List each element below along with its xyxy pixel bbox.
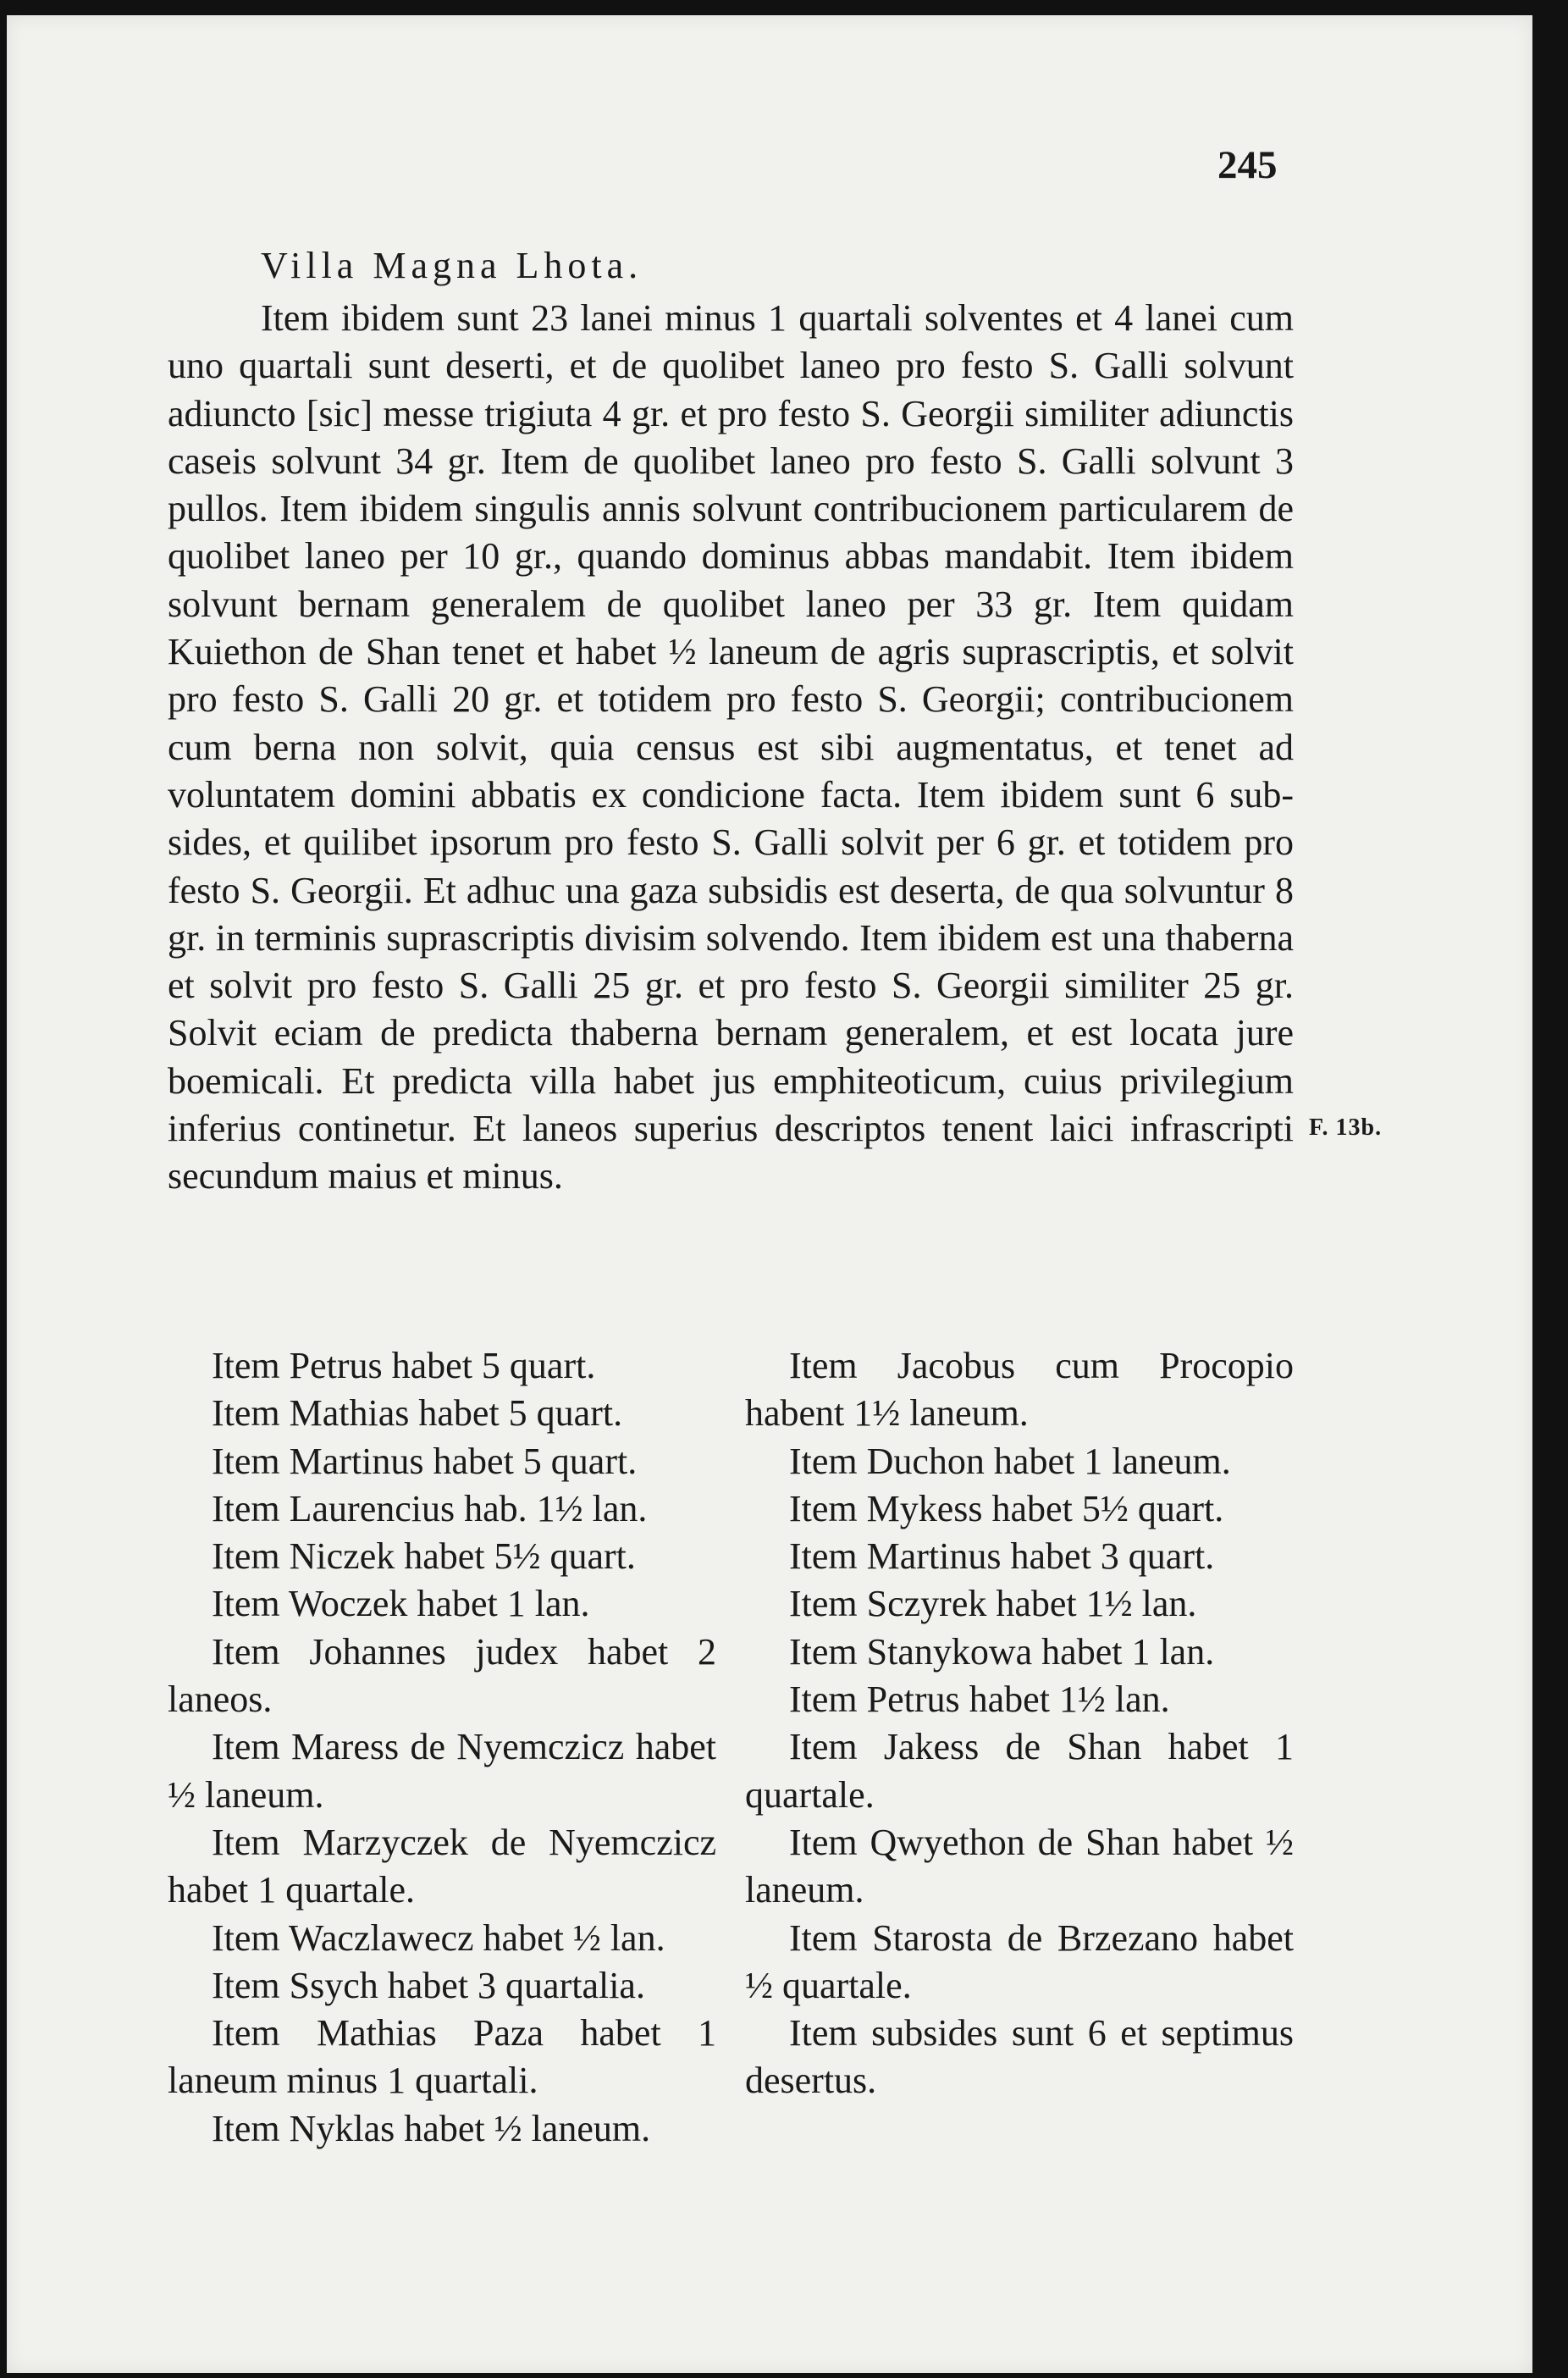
tenant-entry: Item Sczyrek habet 1½ lan.: [789, 1583, 1197, 1625]
tenant-entry: Item Laurencius hab. 1½ lan.: [212, 1487, 648, 1529]
tenant-entry: Item Martinus habet 3 quart.: [789, 1535, 1215, 1578]
tenant-entry: Item Maress de Nyemczicz habet ½ laneum.: [168, 1726, 716, 1816]
tenant-entry: Item Waczlawecz habet ½ lan.: [212, 1916, 665, 1959]
tenant-entry: Item Petrus habet 1½ lan.: [789, 1678, 1170, 1721]
tenant-entry: Item Niczek habet 5½ quart.: [212, 1535, 636, 1578]
folio-margin-note: F. 13b.: [1309, 1114, 1383, 1141]
tenant-entry: Item Stanykowa habet 1 lan.: [789, 1630, 1215, 1673]
page-number: 245: [1217, 143, 1278, 187]
tenant-entry: Item Qwyethon de Shan habet ½ laneum.: [745, 1821, 1294, 1911]
tenant-entry: Item Mykess habet 5½ quart.: [789, 1487, 1224, 1529]
tenant-entry: Item Mathias Paza habet 1 laneum minus 1 quartali.: [168, 2012, 716, 2102]
tenant-entry: Item Ssych habet 3 quartalia.: [212, 1964, 645, 2006]
tenant-entry: Item Jacobus cum Procopio habent 1½ laneum.: [745, 1345, 1294, 1435]
tenant-entry: Item Petrus habet 5 quart.: [212, 1345, 596, 1386]
tenant-entry: Item Mathias habet 5 quart.: [212, 1392, 623, 1435]
tenant-entry: Item Nyklas habet ½ laneum.: [212, 2107, 651, 2149]
tenant-entry: Item Martinus habet 5 quart.: [212, 1440, 638, 1482]
tenant-entry: Item Johannes judex habet 2 laneos.: [168, 1630, 716, 1721]
tenant-entry: Item Starosta de Brzezano habet ½ quartale.: [745, 1916, 1294, 2006]
tenant-entry: Item Marzyczek de Nyemczicz habet 1 quartale.: [168, 1821, 716, 1911]
tenant-entry: Item Woczek habet 1 lan.: [212, 1583, 590, 1625]
tenant-entry: Item subsides sunt 6 et septimus desertus.: [745, 2012, 1294, 2102]
tenant-entry: Item Jakess de Shan habet 1 quartale.: [745, 1726, 1294, 1816]
tenant-entry: Item Duchon habet 1 laneum.: [789, 1440, 1231, 1482]
tenant-list-right: [745, 1342, 1294, 2105]
section-heading: Villa Magna Lhota.: [261, 245, 643, 286]
main-paragraph: Item ibidem sunt 23 lanei minus 1 quartali solventes et 4 lanei cum uno quartali sunt deserti, et de quolibet laneo pro festo S. Galli solvunt adiuncto [sic] messe trigiuta 4 gr. et pro festo S. Georgii similiter adiunctis caseis solvunt 34 gr. Item de quolibet laneo pro festo S. Galli solvunt 3 pullos. Item ibidem singulis annis solvunt contribucionem particularem de quolibet laneo per 10 gr., quando dominus abbas mandabit. Item ibidem solvunt bernam generalem de quolibet laneo per 33 gr. Item quidam Kuiethon de Shan tenet et habet ½ laneum de agris suprascriptis, et solvit pro festo S. Galli 20 gr. et totidem pro festo S. Georgii; contribucionem cum berna non solvit, quia census est sibi augmentatus, et tenet ad voluntatem domini abbatis ex condicione facta. Item ibidem sunt 6 subsides, et quilibet ipsorum pro festo S. Galli solvit per 6 gr. et totidem pro festo S. Georgii. Et adhuc una gaza subsidis est deserta, de qua solvuntur 8 gr. in terminis suprascriptis divisim solvendo. Item ibidem est una thaberna et solvit pro festo S. Galli 25 gr. et pro festo S. Georgii similiter 25 gr. Solvit eciam de predicta thaberna bernam generalem, et est locata jure boemicali. Et predicta villa habet jus emphiteoticum, cuius privilegium inferius continetur. Et laneos superius descriptos tenent laici infrascripti secundum maius et minus.: [168, 297, 1294, 1197]
scanned-page: [7, 15, 1532, 2373]
tenant-list-left: [168, 1342, 716, 2153]
